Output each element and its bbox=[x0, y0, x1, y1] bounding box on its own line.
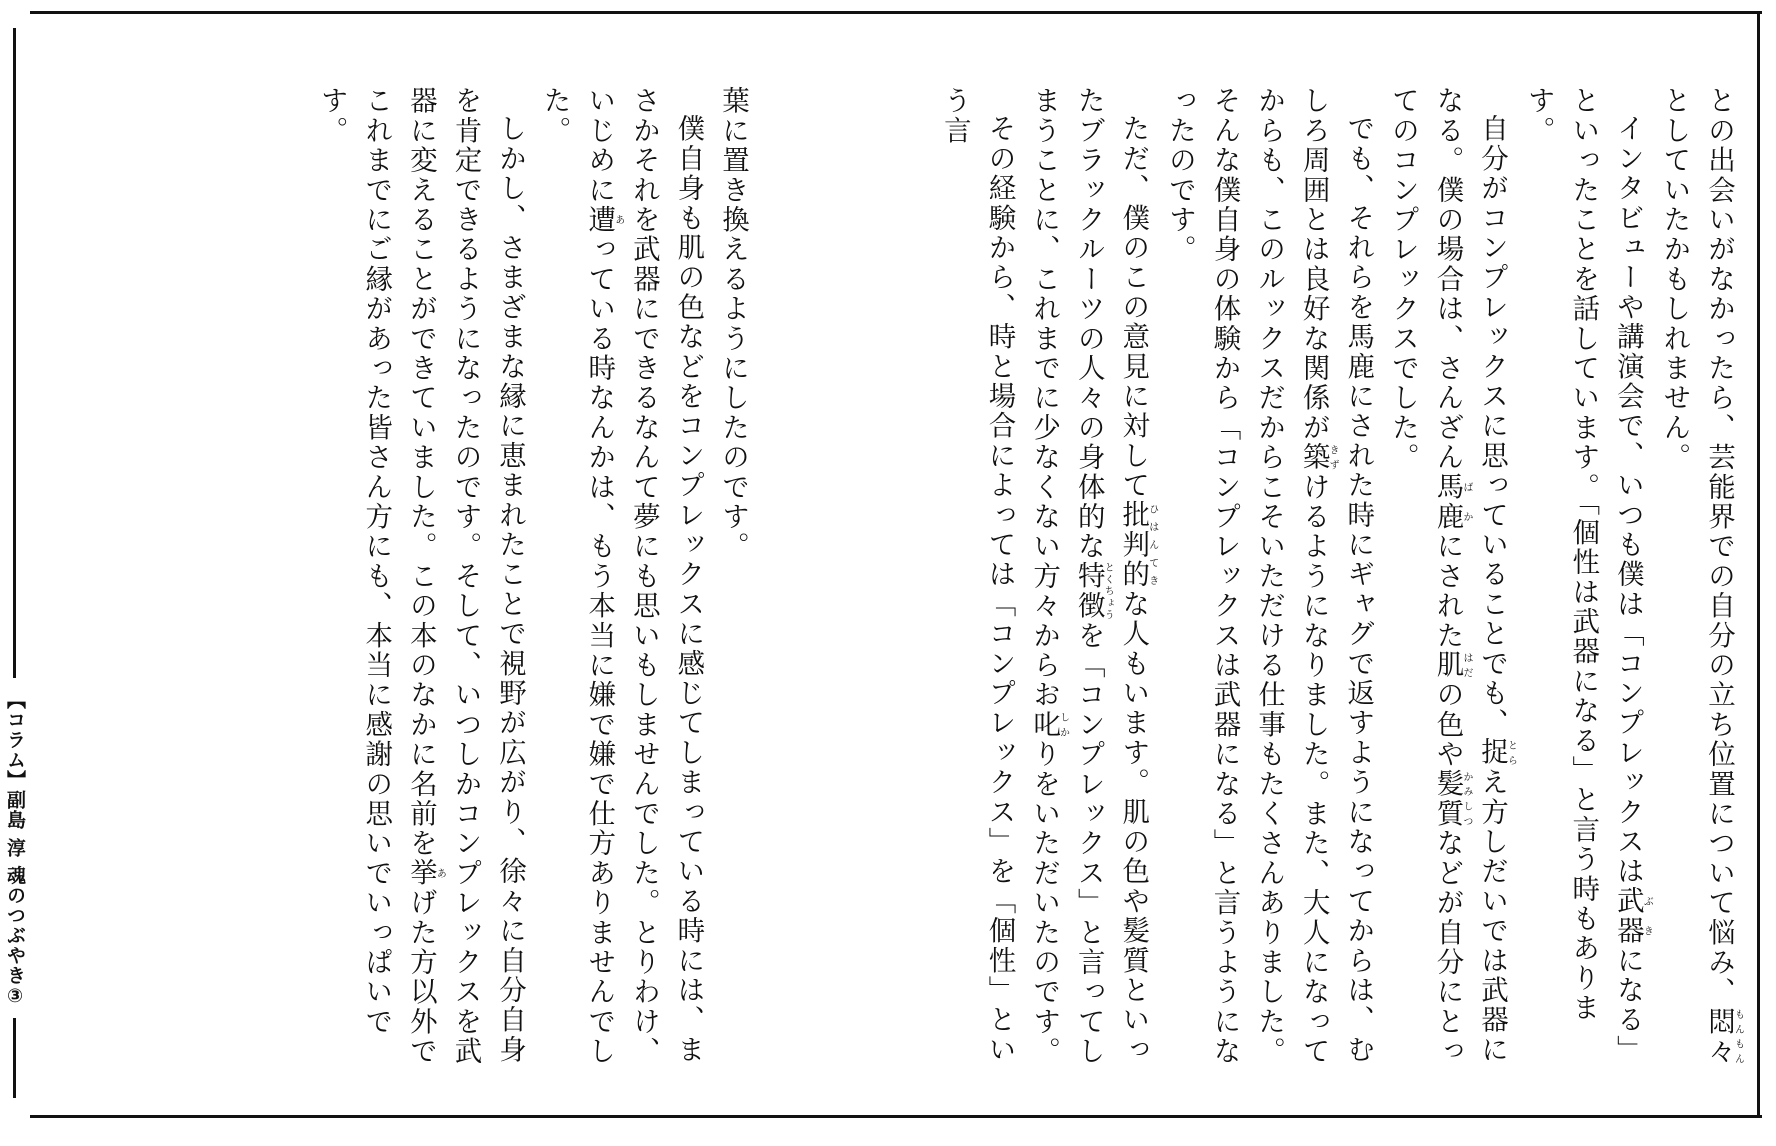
ruby-base: 肌 bbox=[1431, 650, 1464, 681]
text-run: などが自分にとってのコンプレックスでした。 bbox=[1386, 86, 1464, 1067]
paragraph bbox=[532, 86, 710, 1076]
text-run: な人もいます。肌の色や髪質といったブラックルーツの人々の身体的な bbox=[1072, 86, 1150, 1064]
ruby-reading: ばか bbox=[1460, 472, 1472, 532]
ruby-base: 築 bbox=[1297, 442, 1330, 473]
paragraph bbox=[1022, 86, 1158, 1076]
ruby-reading: とくちょう bbox=[1102, 561, 1114, 621]
text-run: しかし、さまざまな縁に恵まれたことで視野が広がり、徐々に自分自身を肯定できるようになったのです。そして、いつしかコンプレックスを武器に変えることができていました。この本のなかに名前を bbox=[404, 86, 527, 1067]
right-page-text bbox=[938, 86, 1744, 1076]
ruby-reading: もんもん bbox=[1732, 1006, 1744, 1067]
ruby-reading: とら bbox=[1505, 737, 1517, 767]
ruby-word bbox=[583, 204, 624, 235]
ruby-reading: かみしつ bbox=[1460, 769, 1472, 829]
text-run: との出会いがなかったら、芸能界での自分の立ち位置について悩み、 bbox=[1703, 86, 1735, 1007]
ruby-reading: あ bbox=[612, 204, 624, 235]
ruby-word bbox=[1431, 650, 1472, 681]
ruby-word bbox=[404, 858, 446, 888]
ruby-base: 悶々 bbox=[1703, 1006, 1735, 1067]
text-run: の色や bbox=[1431, 680, 1464, 770]
ruby-reading: ひはんてき bbox=[1146, 499, 1158, 589]
ruby-base: 遭 bbox=[583, 204, 616, 235]
text-run: になる」といったことを話しています。「個性は武器になる」と言う時もあります。 bbox=[1522, 86, 1644, 1064]
paragraph bbox=[1516, 86, 1652, 1076]
bottom-rule bbox=[30, 1115, 1762, 1118]
ruby-base: 武器 bbox=[1611, 885, 1644, 946]
text-run: ただ、僕のこの意見に対して bbox=[1117, 113, 1150, 500]
text-run: でも、それらを馬鹿にされた時にギャグで返すようになってからは、むしろ周囲とは良好な関係が bbox=[1297, 86, 1375, 1064]
ruby-reading: しか bbox=[1057, 709, 1069, 740]
text-run: りをいただいたのです。 bbox=[1028, 739, 1061, 1067]
ruby-word bbox=[1117, 499, 1158, 589]
ruby-word bbox=[1431, 472, 1472, 532]
ruby-base: 髪質 bbox=[1431, 769, 1464, 829]
ruby-word bbox=[1072, 561, 1114, 621]
left-rule-lower bbox=[13, 1018, 16, 1098]
paragraph bbox=[1652, 86, 1743, 1076]
ruby-reading: はだ bbox=[1460, 650, 1472, 681]
ruby-word bbox=[1611, 885, 1653, 946]
ruby-base: 叱 bbox=[1028, 709, 1061, 740]
text-run: けるようになりました。また、大人になってからも、このルックスだからこそいただける仕事もたくさんありました。そんな僕自身の体験から「コンプレックスは武器になる」と言うようになったのです。 bbox=[1163, 86, 1330, 1067]
ruby-word bbox=[1703, 1006, 1744, 1067]
ruby-word bbox=[1297, 442, 1339, 473]
ruby-base: 批判的 bbox=[1117, 499, 1150, 589]
text-run: その経験から、時と場合によっては「コンプレックス」を「個性」という言 bbox=[938, 86, 1016, 1064]
ruby-word bbox=[1028, 709, 1069, 740]
left-rule-upper bbox=[13, 28, 16, 678]
text-run: 葉に置き換えるようにしたのです。 bbox=[717, 86, 749, 562]
text-run: 僕自身も肌の色などをコンプレックスに感じてしまっている時には、まさかそれを武器にできるなんて夢にも思いもしませんでした。とりわけ、いじめに bbox=[583, 86, 705, 1067]
text-run: げた方以外でこれまでにご縁があった皆さん方にも、本当に感謝の思いでいっぱいです。 bbox=[315, 86, 437, 1067]
text-run: を「コンプレックス」と言ってしまうことに、これまでに少なくない方々からお bbox=[1028, 86, 1105, 1067]
ruby-base: 捉 bbox=[1476, 737, 1509, 767]
ruby-reading: きず bbox=[1327, 442, 1339, 473]
ruby-base: 挙 bbox=[404, 858, 437, 888]
ruby-base: 特徴 bbox=[1072, 561, 1105, 621]
right-rule bbox=[1757, 11, 1760, 1118]
text-run: としていたかもしれません。 bbox=[1658, 86, 1691, 473]
paragraph bbox=[932, 86, 1021, 1076]
top-rule bbox=[30, 11, 1762, 14]
text-run: え方しだいでは武器になる。僕の場合は、さんざん bbox=[1431, 86, 1509, 1064]
paragraph bbox=[1380, 86, 1516, 1076]
text-run: っている時なんかは、もう本当に嫌で嫌で仕方ありませんでした。 bbox=[538, 86, 616, 1067]
running-head: 【コラム】副島 淳 魂のつぶやき③ bbox=[4, 690, 26, 1009]
ruby-word bbox=[1476, 737, 1517, 767]
left-page-text bbox=[315, 86, 755, 1076]
ruby-reading: ぶき bbox=[1641, 885, 1653, 946]
ruby-reading: あ bbox=[434, 858, 446, 888]
text-run: 自分がコンプレックスに思っていることでも、 bbox=[1476, 113, 1509, 738]
ruby-base: 馬鹿 bbox=[1431, 472, 1464, 532]
ruby-word bbox=[1431, 769, 1472, 829]
paragraph bbox=[1157, 86, 1380, 1076]
text-run: インタビューや講演会で、いつも僕は「コンプレックスは bbox=[1611, 113, 1644, 886]
text-run: にされた bbox=[1431, 531, 1464, 651]
paragraph bbox=[309, 86, 532, 1076]
paragraph bbox=[710, 86, 755, 1076]
